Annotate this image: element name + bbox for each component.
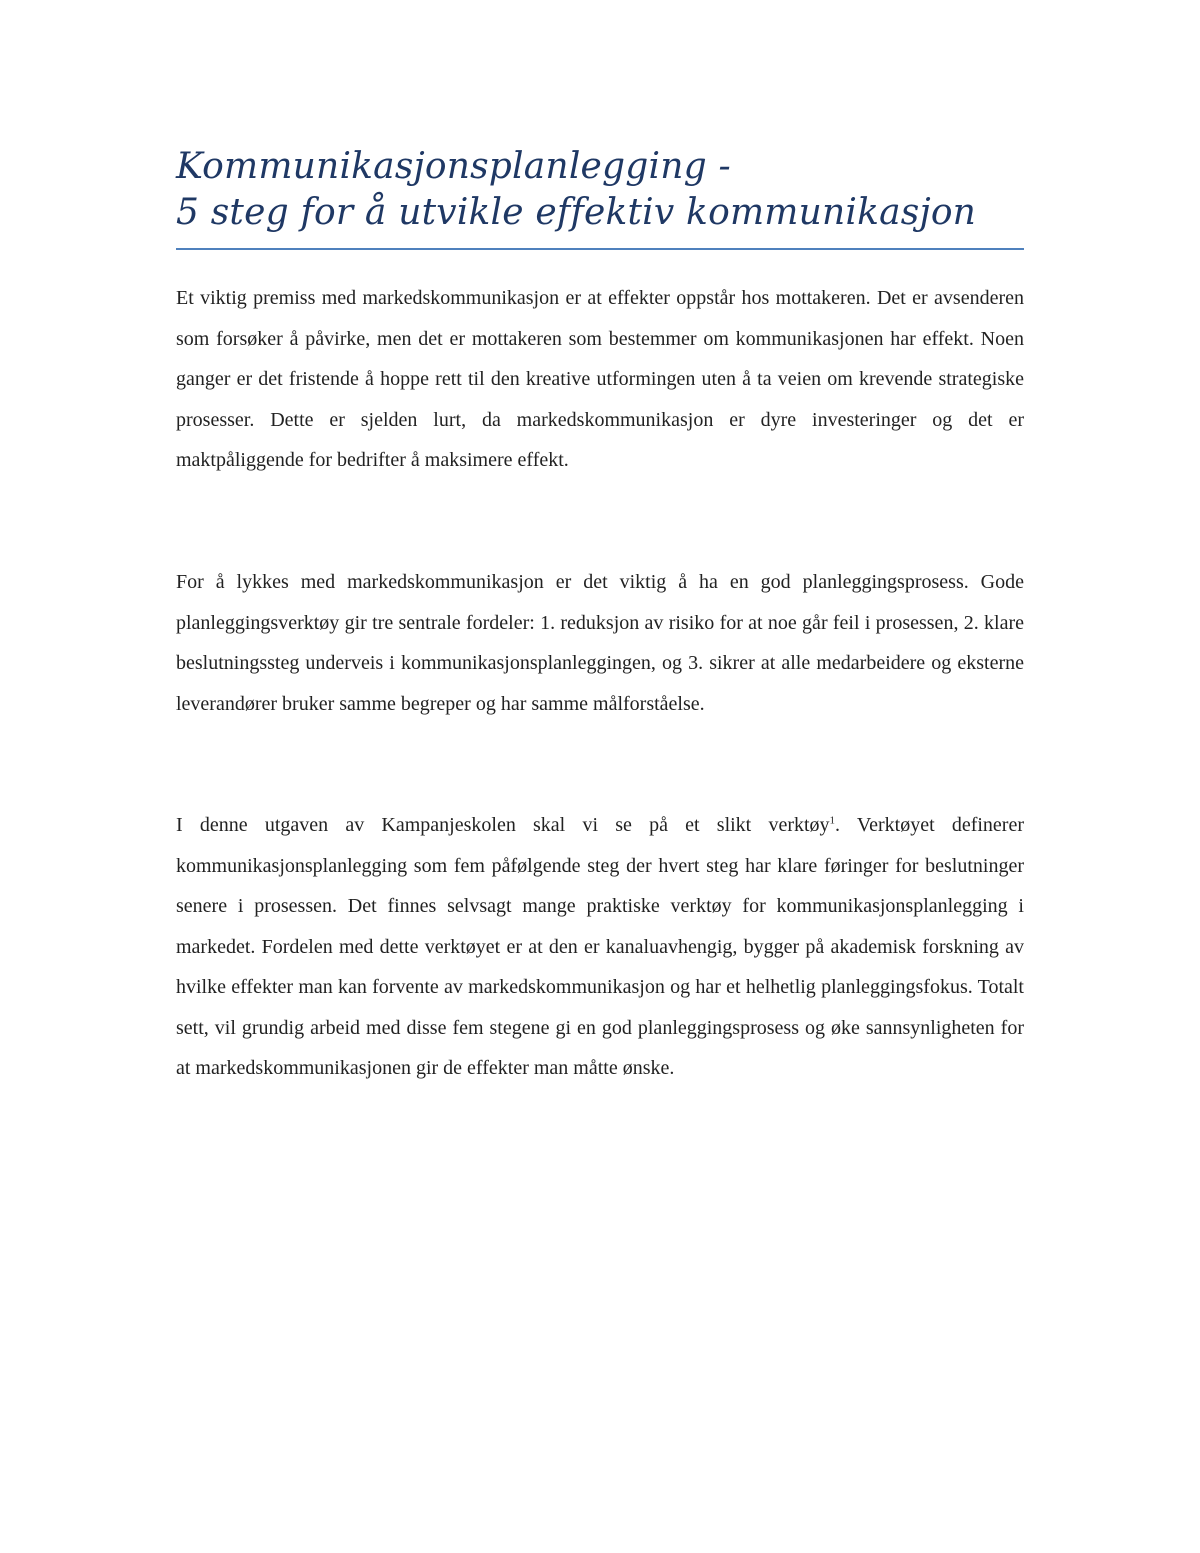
document-title bbox=[176, 144, 1024, 236]
title-line-2: 5 steg for å utvikle effektiv kommunikasjon bbox=[176, 192, 977, 233]
title-underline-rule bbox=[176, 248, 1024, 250]
paragraph-3-intro: I denne utgaven av Kampanjeskolen skal vi se på et slikt verktøy bbox=[176, 814, 830, 836]
paragraph-2: For å lykkes med markedskommunikasjon er det viktig å ha en god planleggingsprosess. Gode planleggingsverktøy gir tre sentrale fordeler: 1. reduksjon av risiko for at noe går feil i prosessen, 2. klare beslutningssteg underveis i kommunikasjonsplanleggingen, og 3. sikrer at alle medarbeidere og eksterne leverandører bruker samme begreper og har samme målforståelse. bbox=[176, 571, 1024, 715]
paragraph-3-rest: . Verktøyet definerer kommunikasjonsplanlegging som fem påfølgende steg der hvert steg har klare føringer for beslutninger senere i prosessen. Det finnes selvsagt mange praktiske verktøy for kommunikasjonsplanlegging i markedet. Fordelen med dette verktøyet er at den er kanaluavhengig, bygger på akademisk forskning av hvilke effekter man kan forvente av markedskommunikasjon og har et helhetlig planleggingsfokus. Totalt sett, vil grundig arbeid med disse fem stegene gi en god planleggingsprosess og øke sannsynligheten for at markedskommunikasjonen gir de effekter man måtte ønske. bbox=[176, 814, 1024, 1079]
footnote-marker[interactable]: 1 bbox=[829, 814, 836, 827]
title-line-1: Kommunikasjonsplanlegging - bbox=[176, 146, 731, 187]
paragraph-1: Et viktig premiss med markedskommunikasjon er at effekter oppstår hos mottakeren. Det er avsenderen som forsøker å påvirke, men det er mottakeren som bestemmer om kommunikasjonen har effekt. Noen ganger er det fristende å hoppe rett til den kreative utformingen uten å ta veien om krevende strategiske prosesser. Dette er sjelden lurt, da markedskommunikasjon er dyre investeringer og det er maktpåliggende for bedrifter å maksimere effekt. bbox=[176, 287, 1024, 471]
paragraph-3 bbox=[176, 805, 1024, 1089]
